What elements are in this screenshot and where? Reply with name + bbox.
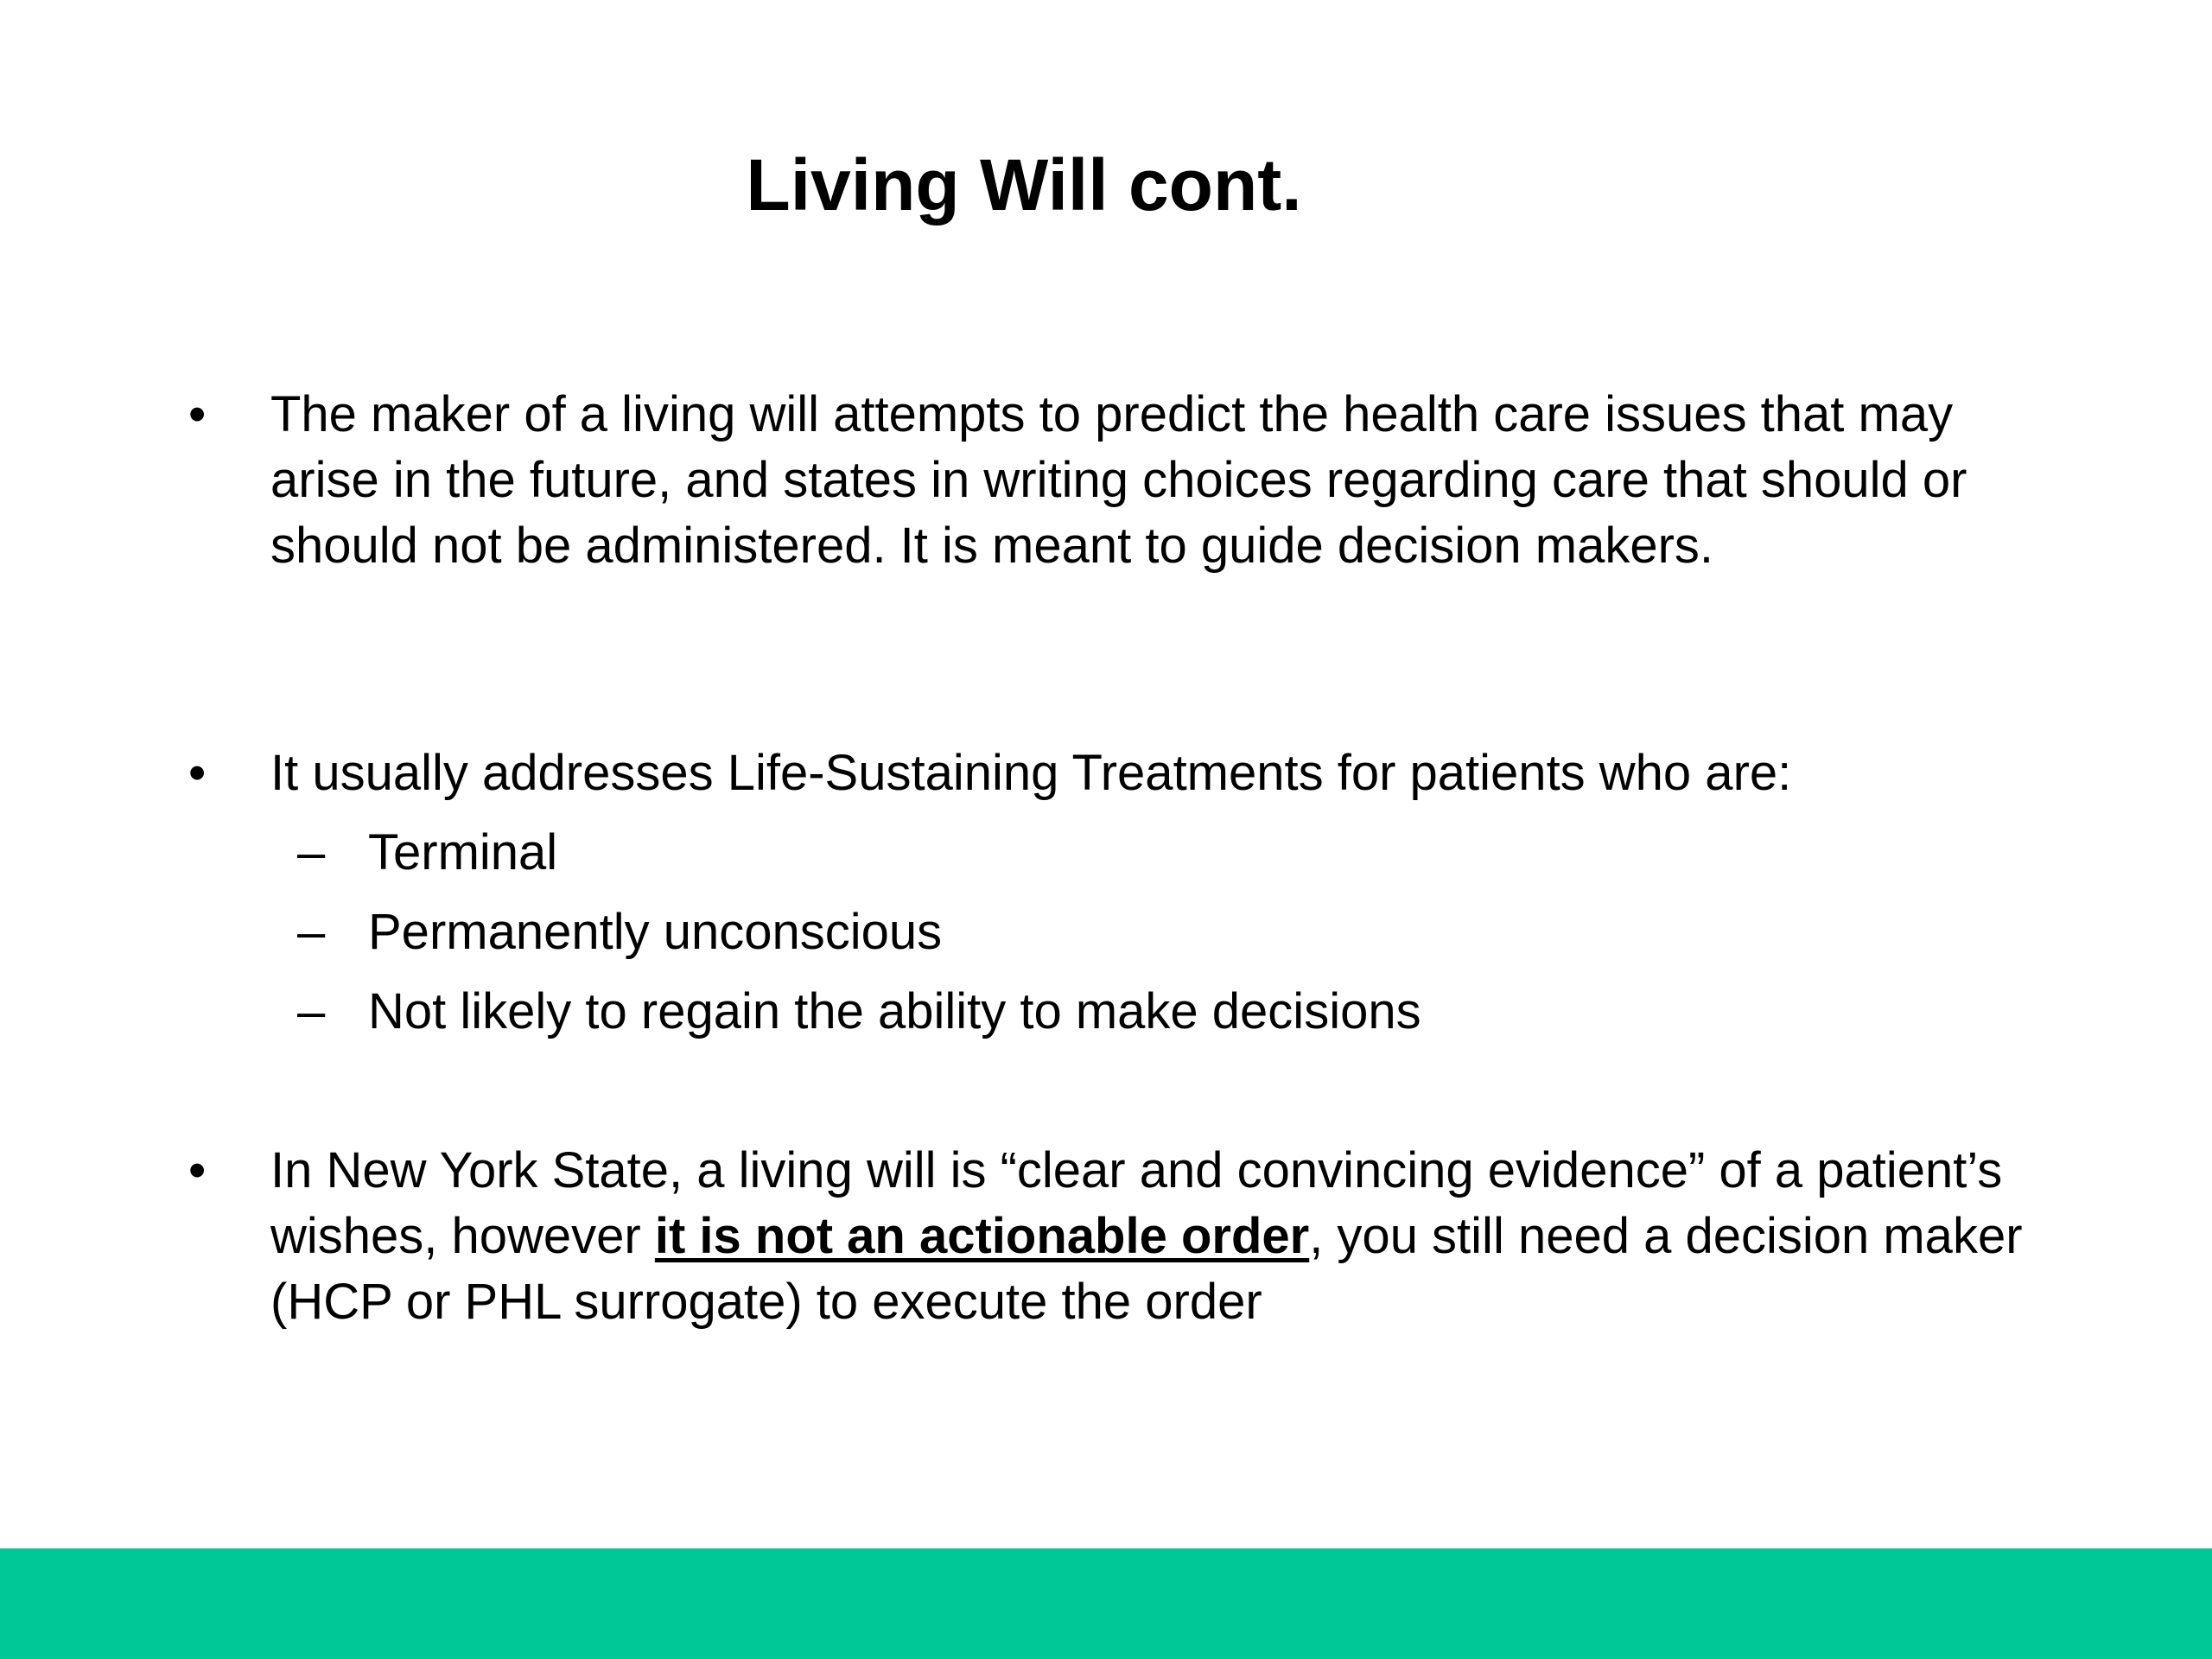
- bullet-text: It usually addresses Life-Sustaining Treatments for patients who are:: [270, 745, 1792, 801]
- sub-item-marker: –: [297, 904, 326, 960]
- sub-item: [0, 818, 2212, 887]
- sub-item-text: Not likely to regain the ability to make decisions: [368, 983, 1421, 1039]
- sub-item: [0, 898, 2212, 967]
- bullet-marker: •: [188, 1142, 207, 1198]
- bullet-text: The maker of a living will attempts to predict the health care issues that may arise in the future, and states in writing choices regarding care that should or should not be administered. It is meant to guide decision makers.: [270, 386, 1967, 574]
- sub-item-marker: –: [297, 824, 326, 880]
- bullet-text-part: , you still need a decision maker (HCP or PHL surrogate) to execute the order: [270, 1208, 2023, 1330]
- bullet-marker: •: [188, 745, 207, 801]
- emphasis-text: it is not an actionable order: [654, 1208, 1310, 1264]
- bullet-text: [270, 1138, 2050, 1335]
- sub-item-text: Terminal: [368, 824, 558, 880]
- slide-title: Living Will cont.: [746, 144, 1302, 226]
- sub-item-text: Permanently unconscious: [368, 904, 943, 960]
- sub-item: [0, 977, 2212, 1046]
- bullet-marker: •: [188, 386, 207, 442]
- footer-bar: [0, 1548, 2212, 1659]
- bullet-text-part: In New York State, a living will is “clear and convincing evidence” of a patient’s wishes, however: [270, 1142, 2003, 1264]
- sub-item-marker: –: [297, 983, 326, 1039]
